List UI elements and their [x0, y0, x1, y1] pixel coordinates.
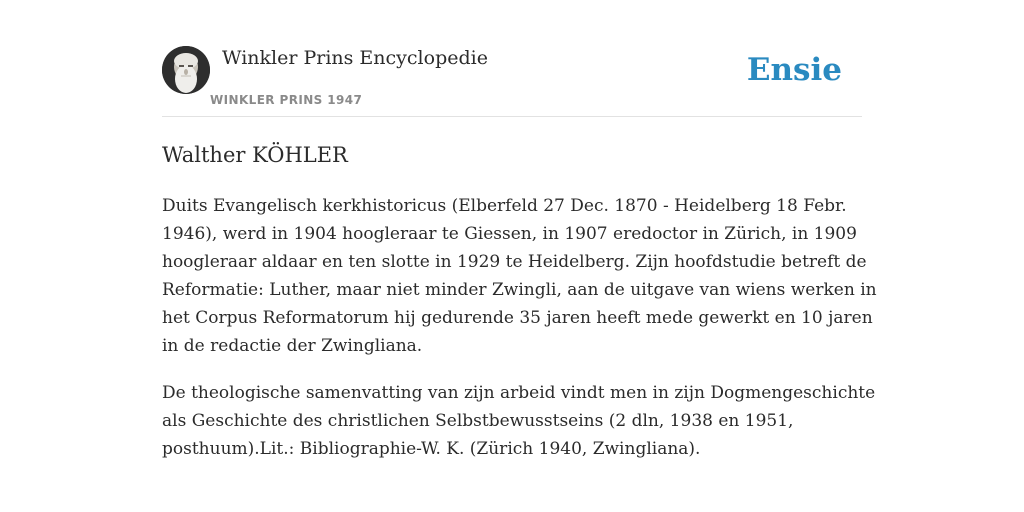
ensie-logo[interactable]: Ensie	[746, 52, 842, 88]
paragraph-line: in de redactie der Zwingliana.	[162, 336, 423, 356]
edition-label: WINKLER PRINS 1947	[210, 93, 363, 107]
site-title[interactable]: Winkler Prins Encyclopedie	[222, 47, 488, 69]
paragraph-line: als Geschichte des christlichen Selbstbewusstseins (2 dln, 1938 en 1951,	[162, 411, 794, 431]
site-header	[162, 44, 862, 117]
paragraph-line: Duits Evangelisch kerkhistoricus (Elberfeld 27 Dec. 1870 - Heidelberg 18 Febr.	[162, 196, 847, 216]
article-title: Walther KÖHLER	[162, 143, 348, 167]
article-paragraph-2	[162, 379, 882, 463]
paragraph-line: De theologische samenvatting van zijn arbeid vindt men in zijn Dogmengeschichte	[162, 383, 876, 403]
avatar[interactable]	[162, 46, 210, 94]
paragraph-line: het Corpus Reformatorum hij gedurende 35 jaren heeft mede gewerkt en 10 jaren	[162, 308, 873, 328]
article-paragraph-1	[162, 192, 882, 360]
paragraph-line: Reformatie: Luther, maar niet minder Zwingli, aan de uitgave van wiens werken in	[162, 280, 877, 300]
paragraph-line: posthuum).Lit.: Bibliographie-W. K. (Zürich 1940, Zwingliana).	[162, 439, 701, 459]
paragraph-line: 1946), werd in 1904 hoogleraar te Giessen, in 1907 eredoctor in Zürich, in 1909	[162, 224, 857, 244]
bearded-man-portrait-icon	[162, 46, 210, 94]
paragraph-line: hoogleraar aldaar en ten slotte in 1929 te Heidelberg. Zijn hoofdstudie betreft de	[162, 252, 867, 272]
